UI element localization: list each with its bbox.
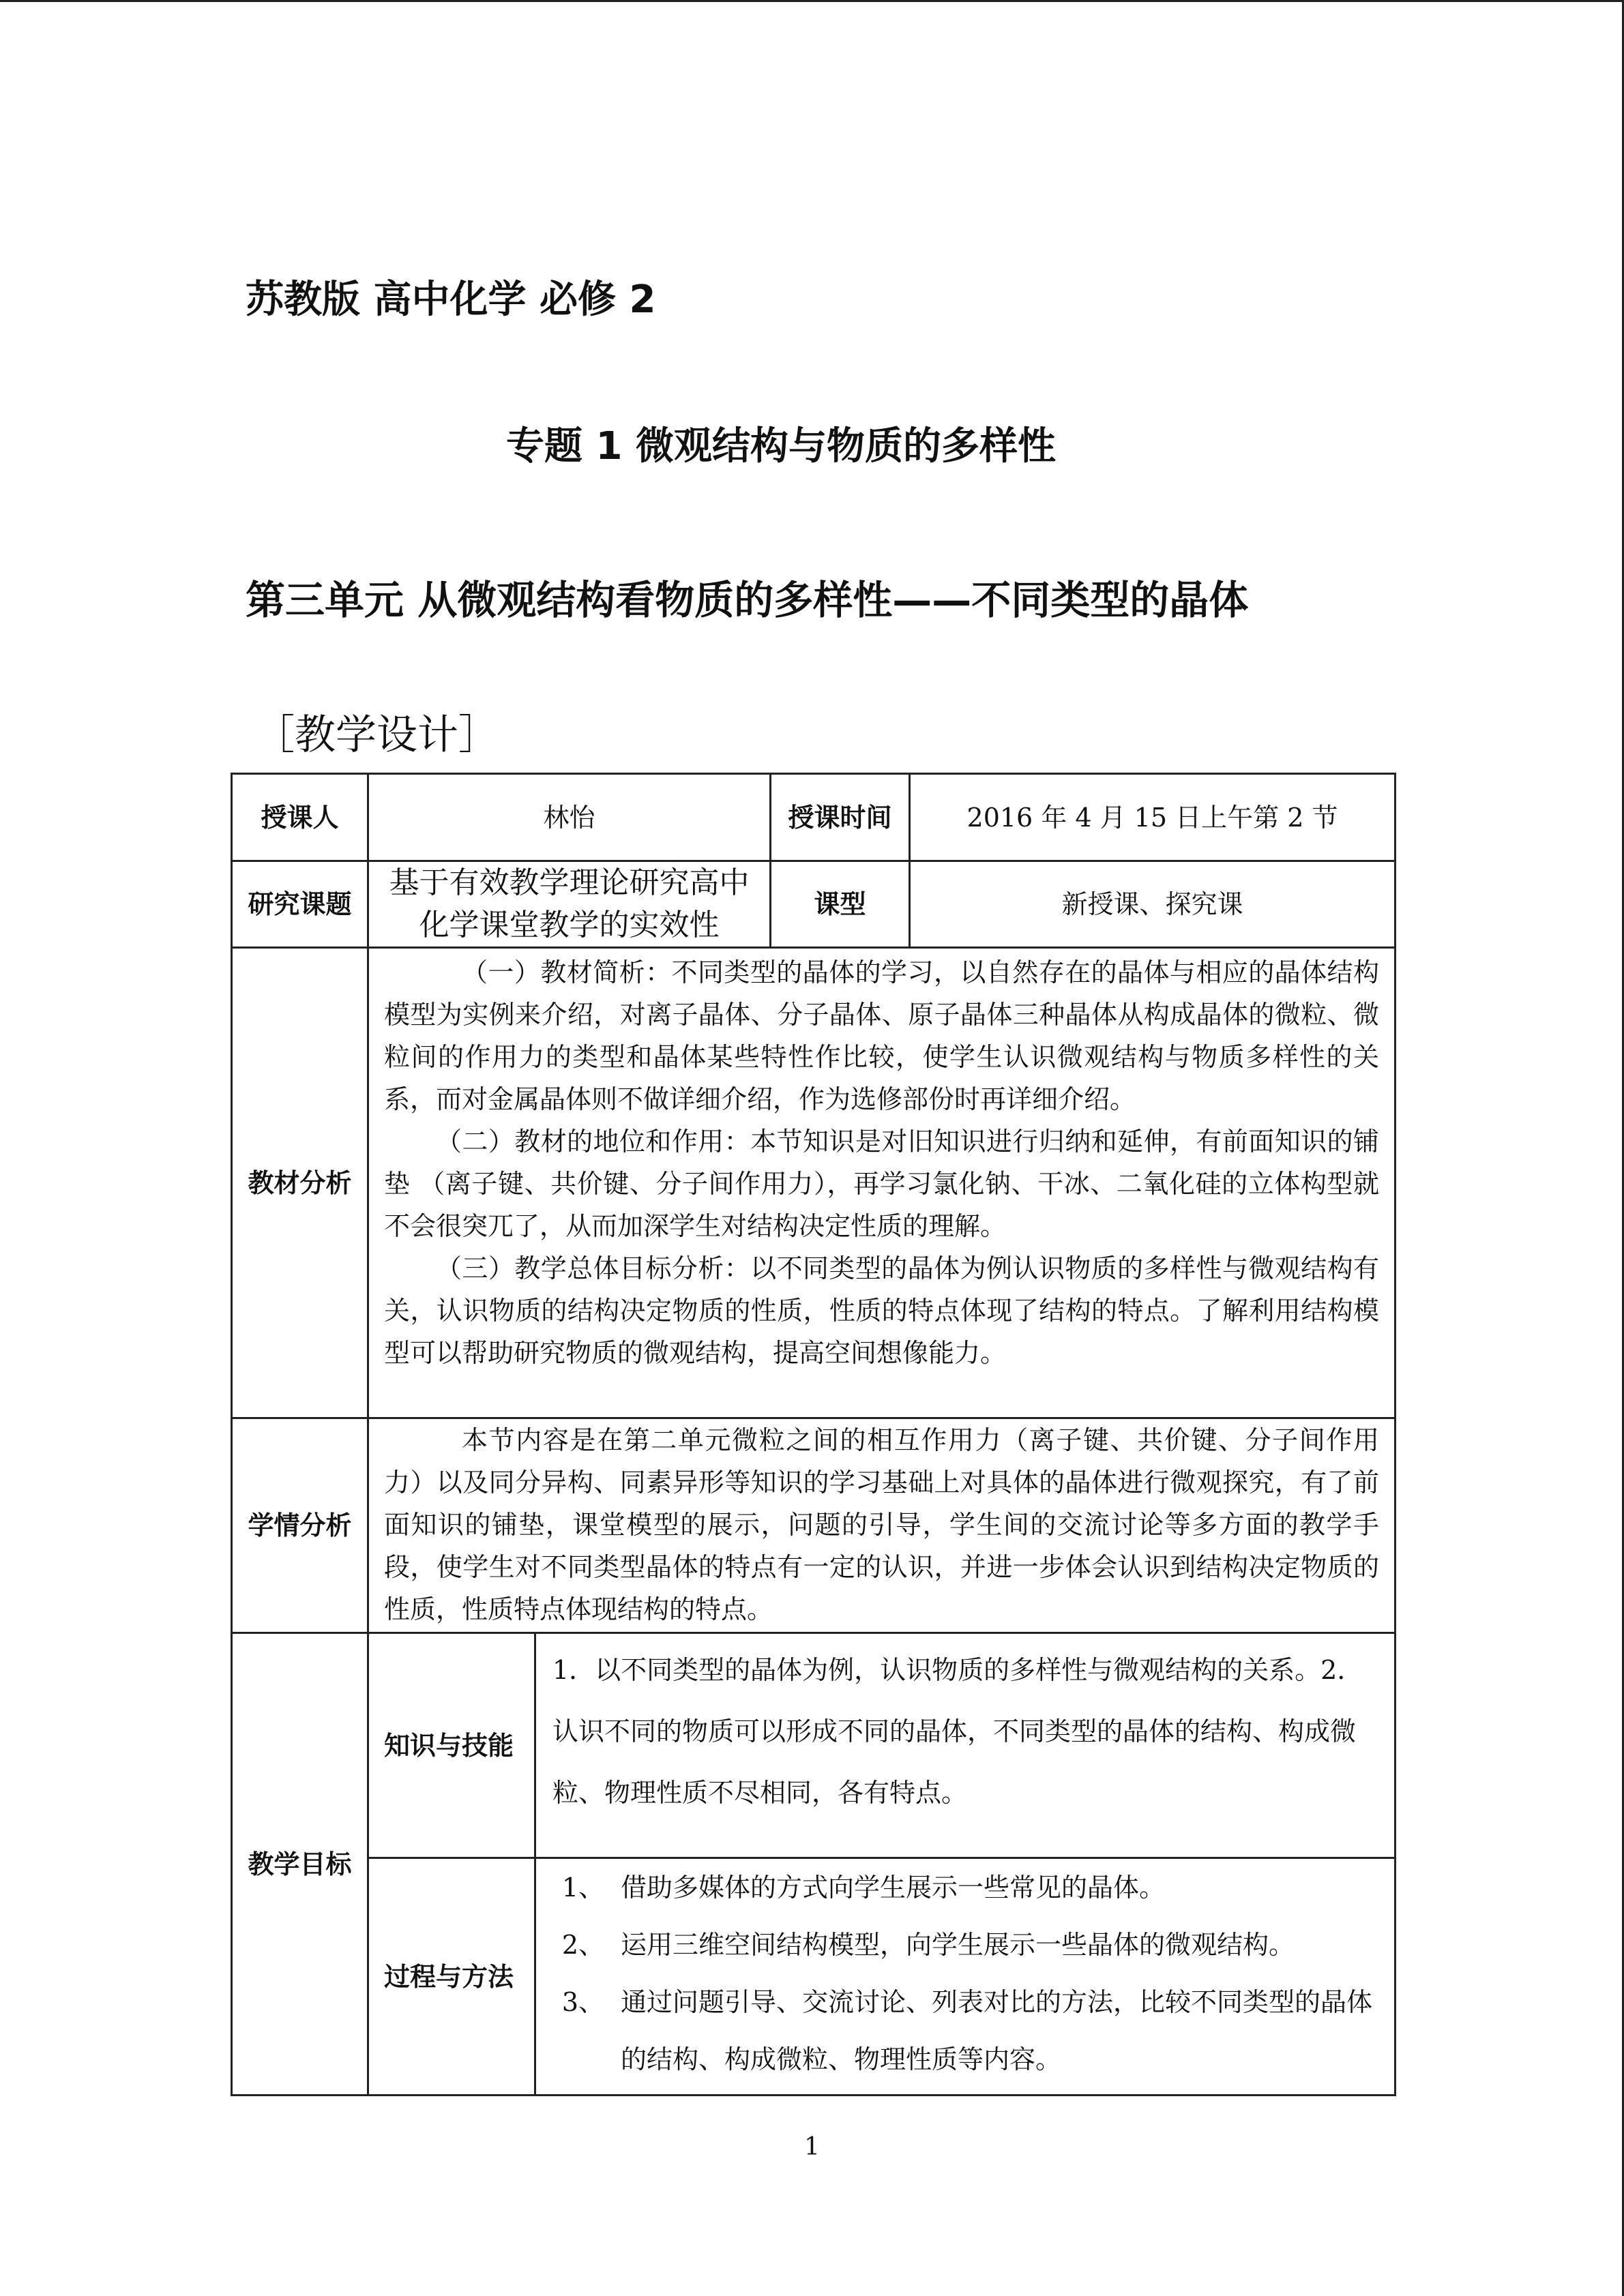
table-row-student: [232, 1418, 1396, 1633]
topic-title: 专题 1 微观结构与物质的多样性: [506, 424, 1056, 468]
process-item: [536, 1859, 1378, 1916]
material-paragraph: （三）教学总体目标分析：以不同类型的晶体为例认识物质的多样性与微观结构有关，认识物质的结构决定物质的性质，性质的特点体现了结构的特点。了解利用结构模型可以帮助研究物质的微观结构，提高空间想像能力。: [384, 1253, 1380, 1368]
teaching-design-table: [231, 773, 1396, 2096]
type-label: 课型: [771, 861, 910, 948]
topic-label: 研究课题: [232, 861, 368, 948]
goals-label: 教学目标: [232, 1633, 368, 2096]
unit-title: 第三单元 从微观结构看物质的多样性——不同类型的晶体: [246, 577, 1249, 623]
process-label: 过程与方法: [368, 1858, 535, 2096]
material-analysis: [368, 948, 1396, 1418]
process-item-text: 通过问题引导、交流讨论、列表对比的方法，比较不同类型的晶体的结构、构成微粒、物理性质等内容。: [621, 1987, 1373, 2074]
textbook-title: 苏教版 高中化学 必修 2: [246, 278, 656, 322]
process-item-text: 借助多媒体的方式向学生展示一些常见的晶体。: [621, 1873, 1166, 1903]
process-item: [536, 1916, 1378, 1973]
process-item-number: 2、: [561, 1930, 604, 1960]
material-label: 教材分析: [232, 948, 368, 1418]
time-label: 授课时间: [771, 774, 910, 861]
knowledge-text: 1．以不同类型的晶体为例，认识物质的多样性与微观结构的关系。2．认识不同的物质可以形成不同的晶体，不同类型的晶体的结构、构成微粒、物理性质不尽相同，各有特点。: [552, 1655, 1363, 1808]
process-content: [535, 1858, 1396, 2096]
table-row-teacher: [232, 774, 1396, 861]
student-label: 学情分析: [232, 1418, 368, 1633]
topic-value: 基于有效教学理论研究高中化学课堂教学的实效性: [368, 861, 771, 948]
teacher-value: 林怡: [368, 774, 771, 861]
teacher-label: 授课人: [232, 774, 368, 861]
knowledge-content: [535, 1633, 1396, 1858]
table-row-knowledge: [232, 1633, 1396, 1858]
process-item-number: 3、: [561, 1987, 604, 2017]
table-row-process: [232, 1858, 1396, 2096]
knowledge-label: 知识与技能: [368, 1633, 535, 1858]
process-item-number: 1、: [561, 1873, 604, 1903]
process-item: [536, 1973, 1378, 2088]
material-paragraph: （一）教材简析：不同类型的晶体的学习，以自然存在的晶体与相应的晶体结构模型为实例来介绍，对离子晶体、分子晶体、原子晶体三种晶体从构成晶体的微粒、微粒间的作用力的类型和晶体某些特性作比较，使学生认识微观结构与物质多样性的关系，而对金属晶体则不做详细介绍，作为选修部份时再详细介绍。: [384, 957, 1380, 1114]
material-paragraph: （二）教材的地位和作用：本节知识是对旧知识进行归纳和延伸，有前面知识的铺垫 （离子键、共价键、分子间作用力），再学习氯化钠、干冰、二氧化硅的立体构型就不会很突兀了，从而加深学生对结构决定性质的理解。: [384, 1127, 1380, 1241]
page-border-top: [0, 0, 1624, 2]
time-value: 2016 年 4 月 15 日上午第 2 节: [910, 774, 1396, 861]
process-item-text: 运用三维空间结构模型，向学生展示一些晶体的微观结构。: [621, 1930, 1295, 1960]
type-value: 新授课、探究课: [910, 861, 1396, 948]
student-analysis: [368, 1418, 1396, 1633]
table-row-topic: [232, 861, 1396, 948]
section-label: ［教学设计］: [254, 711, 499, 759]
page-number: 1: [804, 2133, 820, 2161]
student-paragraph: 本节内容是在第二单元微粒之间的相互作用力（离子键、共价键、分子间作用力）以及同分异构、同素异形等知识的学习基础上对具体的晶体进行微观探究，有了前面知识的铺垫，课堂模型的展示，问题的引导，学生间的交流讨论等多方面的教学手段，使学生对不同类型晶体的特点有一定的认识，并进一步体会认识到结构决定物质的性质，性质特点体现结构的特点。: [384, 1425, 1380, 1624]
table-row-material: [232, 948, 1396, 1418]
